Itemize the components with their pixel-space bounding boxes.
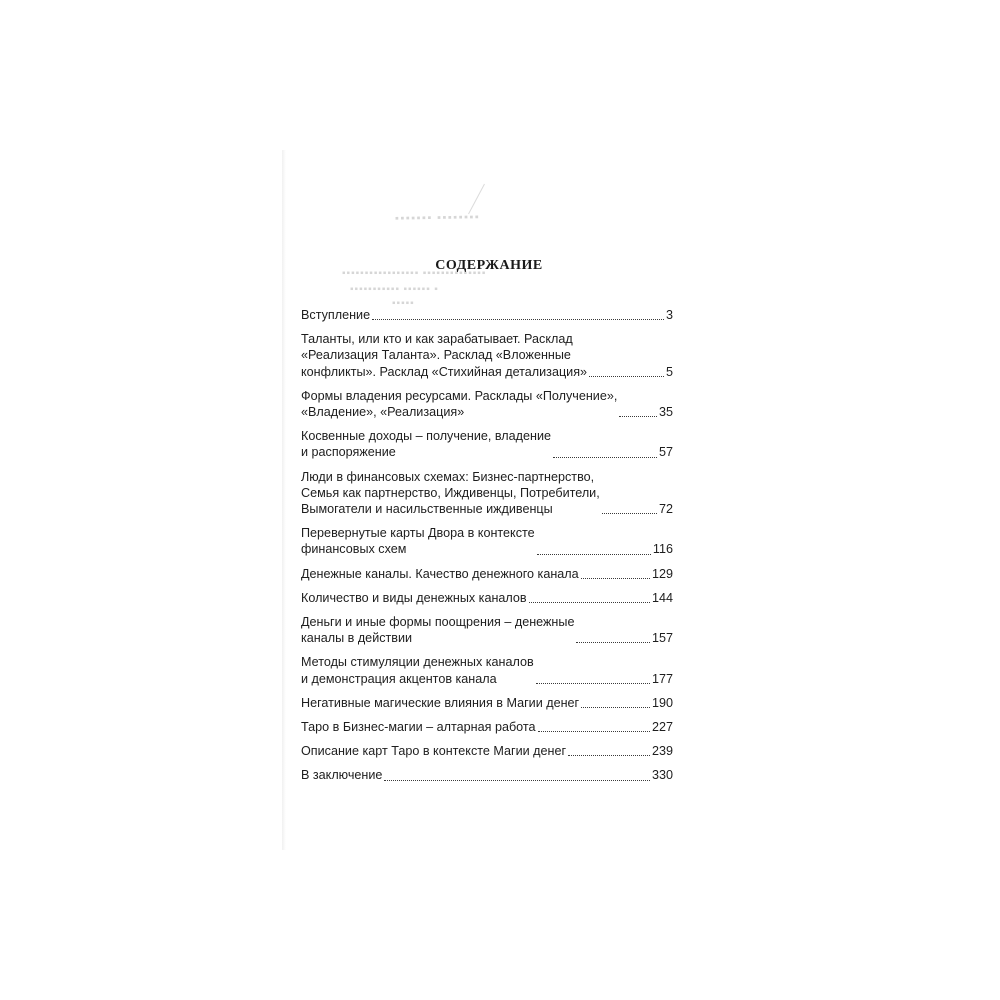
toc-entry-page-number: 57 [658, 445, 673, 460]
toc-entry-title: Таланты, или кто и как зарабатывает. Расклад «Реализация Таланта». Расклад «Вложенные конфликты». Расклад «Стихийная детализация» [301, 332, 588, 379]
toc-entry [301, 654, 673, 686]
toc-entry [301, 614, 673, 646]
toc-entry-title: Люди в финансовых схемах: Бизнес-партнерство, Семья как партнерство, Иждивенцы, Потребители, Вымогатели и насильственные иждивенцы [301, 469, 600, 517]
toc-entry-title: Негативные магические влияния в Магии денег [301, 695, 580, 710]
dot-leader [537, 554, 651, 555]
toc-entry-title: Деньги и иные формы поощрения – денежные каналы в действии [301, 615, 575, 646]
dot-leader [602, 513, 657, 514]
dot-leader [538, 731, 650, 732]
dot-leader [589, 376, 664, 377]
toc-entry-title: Таро в Бизнес-магии – алтарная работа [301, 720, 536, 735]
toc-entry-page-number: 72 [658, 502, 673, 517]
toc-entry [301, 525, 673, 557]
bleed-through-line: ▪▪▪▪▪▪▪▪▪▪▪ ▪▪▪▪▪▪ ▪ [350, 284, 439, 295]
bleed-through-heading: ▪▪▪▪▪▪▪ ▪▪▪▪▪▪▪▪ [394, 211, 481, 225]
toc-entry [301, 331, 673, 380]
page-title: СОДЕРЖАНИЕ [435, 258, 543, 273]
toc-entry-title: Формы владения ресурсами. Расклады «Получение», «Владение», «Реализация» [301, 388, 618, 420]
toc-entry-page-number: 3 [665, 308, 673, 322]
toc-entry-page-number: 239 [651, 744, 673, 759]
toc-entry [301, 590, 673, 606]
dot-leader [581, 707, 650, 708]
toc-entry-page-number: 330 [651, 768, 673, 783]
toc-entry-title: Перевернутые карты Двора в контексте финансовых схем [301, 526, 535, 557]
toc-entry-page-number: 129 [651, 566, 673, 581]
bleed-through-line: ▪▪▪▪▪▪▪▪▪▪▪▪▪▪▪▪▪ ▪▪▪▪▪▪▪▪▪▪▪▪▪▪ [342, 268, 487, 279]
toc-entry-page-number: 157 [651, 631, 673, 646]
dot-leader [581, 578, 650, 579]
toc-entry [301, 469, 673, 518]
toc-entry [301, 767, 673, 783]
toc-entry-page-number: 116 [652, 542, 673, 557]
dot-leader [568, 755, 650, 756]
toc-entry [301, 388, 673, 420]
dot-leader [576, 642, 650, 643]
toc-entry [301, 719, 673, 735]
toc-entry-title: Вступление [301, 308, 371, 322]
toc-entry-title: Денежные каналы. Качество денежного канала [301, 566, 579, 581]
toc-entry-title: Методы стимуляции денежных каналов и демонстрация акцентов канала [301, 655, 534, 686]
toc-entry [301, 743, 673, 759]
table-of-contents [301, 307, 673, 792]
toc-entry [301, 307, 673, 323]
toc-entry [301, 695, 673, 711]
dot-leader [619, 416, 657, 417]
toc-entry-page-number: 177 [651, 671, 673, 686]
toc-entry-page-number: 5 [665, 364, 673, 379]
dot-leader [384, 780, 650, 781]
dot-leader [372, 319, 664, 320]
toc-entry [301, 566, 673, 582]
toc-entry-page-number: 190 [651, 695, 673, 710]
toc-entry-title: Описание карт Таро в контексте Магии денег [301, 744, 567, 759]
toc-entry-page-number: 227 [651, 720, 673, 735]
bleed-through-line: ▪▪▪▪▪ [392, 298, 415, 309]
page-edge-shadow [282, 150, 286, 850]
bleed-through-mark [468, 184, 485, 214]
dot-leader [536, 683, 650, 684]
dot-leader [553, 457, 657, 458]
toc-entry-title: Косвенные доходы – получение, владение и распоряжение [301, 429, 551, 460]
toc-entry-page-number: 144 [651, 590, 673, 605]
dot-leader [529, 602, 650, 603]
toc-entry-title: Количество и виды денежных каналов [301, 590, 527, 605]
toc-entry-title: В заключение [301, 768, 383, 783]
toc-entry-page-number: 35 [658, 405, 673, 420]
toc-entry [301, 428, 673, 460]
